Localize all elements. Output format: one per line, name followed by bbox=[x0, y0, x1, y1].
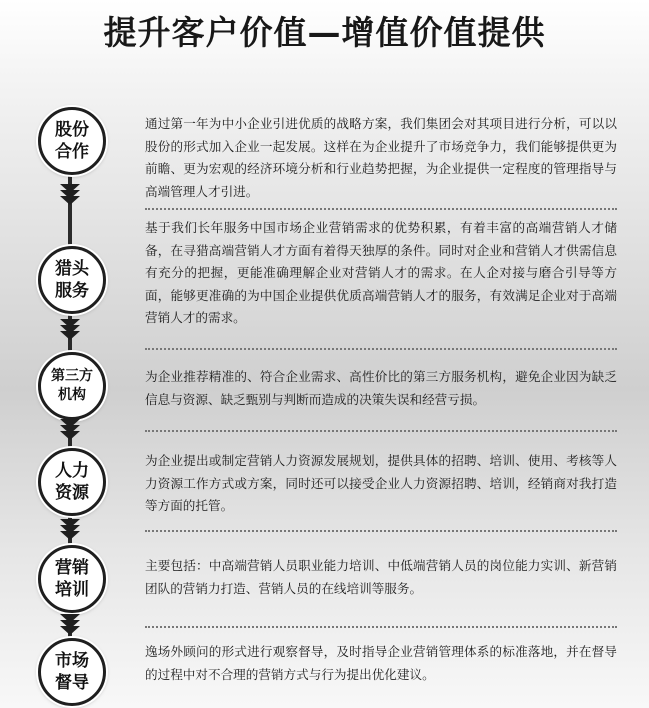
service-description-marketing-training: 主要包括：中高端营销人员职业能力培训、中低端营销人员的岗位能力实训、新营销团队的营销力打造、营销人员的在线培训等服务。 bbox=[145, 558, 617, 596]
service-badge-line2: 合作 bbox=[55, 142, 89, 162]
service-badge-line2: 资源 bbox=[55, 483, 89, 503]
service-badge-line2: 机构 bbox=[58, 387, 86, 403]
service-badge-line1: 人力 bbox=[55, 461, 89, 481]
service-badge-line1: 猎头 bbox=[55, 259, 89, 279]
service-badge-line1: 第三方 bbox=[51, 368, 93, 384]
divider bbox=[145, 626, 617, 628]
divider bbox=[145, 348, 617, 350]
chevron-down-icon bbox=[60, 319, 80, 337]
service-description-headhunting: 基于我们长年服务中国市场企业营销需求的优势积累，有着丰富的高端营销人才储备，在寻猎高端营销人才方面有着得天独厚的条件。同时对企业和营销人才供需信息有充分的把握，更能准确理解企业对营销人才的需求。在人企对接与磨合引导等方面，能够更准确的为中国企业提供优质高端营销人才的服务，有效满足企业对于高端营销人才的需求。 bbox=[145, 220, 617, 325]
service-description-equity: 通过第一年为中小企业引进优质的战略方案，我们集团会对其项目进行分析，可以以股份的形式加入企业一起发展。这样在为企业提升了市场竞争力，我们能够提供更为前瞻、更为宏观的经济环境分析和行业趋势把握，为企业提供一定程度的管理指导与高端管理人才引进。 bbox=[145, 116, 617, 199]
service-badge-hr bbox=[38, 448, 106, 516]
divider bbox=[145, 208, 617, 210]
service-badge-line1: 营销 bbox=[55, 558, 89, 578]
service-badge-third-party bbox=[38, 352, 106, 420]
service-description-hr: 为企业提出或制定营销人力资源发展规划，提供具体的招聘、培训、使用、考核等人力资源工作方式或方案，同时还可以接受企业人力资源招聘、培训，经销商对我打造等方面的托管。 bbox=[145, 453, 617, 513]
service-badge-headhunting bbox=[38, 246, 106, 314]
service-badge-line2: 服务 bbox=[55, 281, 89, 301]
chevron-down-icon bbox=[60, 419, 80, 437]
chevron-down-icon bbox=[60, 614, 80, 632]
service-description-third-party: 为企业推荐精准的、符合企业需求、高性价比的第三方服务机构，避免企业因为缺乏信息与资源、缺乏甄别与判断而造成的决策失误和经营亏损。 bbox=[145, 369, 617, 407]
service-badge-line2: 培训 bbox=[55, 580, 89, 600]
service-badge-line1: 市场 bbox=[55, 651, 89, 671]
service-badge-line1: 股份 bbox=[55, 120, 89, 140]
service-badge-equity bbox=[38, 107, 106, 175]
divider bbox=[145, 430, 617, 432]
service-description-market-supervision: 逸场外顾问的形式进行观察督导，及时指导企业营销管理体系的标准落地，并在督导的过程中对不合理的营销方式与行为提出优化建议。 bbox=[145, 644, 617, 682]
service-badge-marketing-training bbox=[38, 545, 106, 613]
chevron-down-icon bbox=[60, 184, 80, 202]
service-badge-line2: 督导 bbox=[55, 673, 89, 693]
divider bbox=[145, 530, 617, 532]
page-title: 提升客户价值—增值价值提供 bbox=[103, 13, 546, 52]
service-badge-market-supervision bbox=[38, 638, 106, 706]
chevron-down-icon bbox=[60, 519, 80, 537]
